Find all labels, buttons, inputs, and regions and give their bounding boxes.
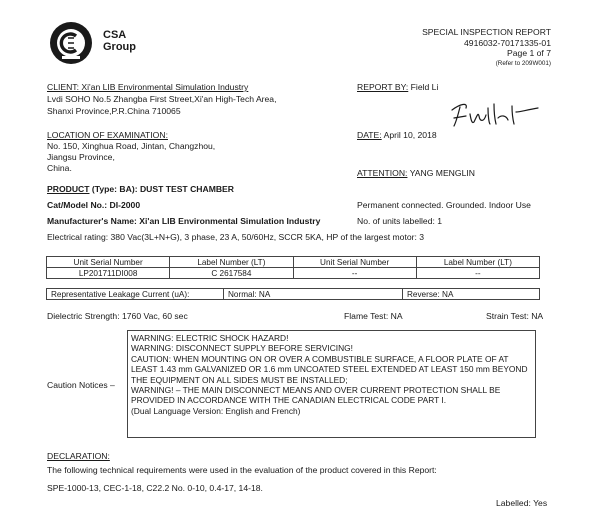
location-line1: No. 150, Xinghua Road, Jintan, Changzhou, [47,141,216,151]
table-header-row [47,257,540,268]
report-title: SPECIAL INSPECTION REPORT [422,27,551,37]
table-row [47,268,540,279]
date-row [357,130,437,140]
client-label: CLIENT: [47,82,79,92]
caution-line: WARNING! – THE MAIN DISCONNECT MEANS AND OVER CURRENT PROTECTION SHALL BE PROVIDED IN ACCORDANCE WITH THE CANADIAN ELECTRICAL CODE PART I. [131,385,501,406]
serial-table [46,256,540,279]
standards-text: SPE-1000-13, CEC-1-18, C22.2 No. 0-10, 0.4-17, 14-18. [47,483,263,493]
attention-value: YANG MENGLIN [409,168,475,178]
dielectric-strength: Dielectric Strength: 1760 Vac, 60 sec [47,311,188,321]
caution-line: CAUTION: WHEN MOUNTING ON OR OVER A COMBUSTIBLE SURFACE, A FLOOR PLATE OF AT LEAST 1.43 mm GALVANIZED OR 1.6 mm UNCOATED STEEL EXTENDED AT LEAST 150 mm BEYOND THE EQUIPMENT ON ALL SIDES MUST BE INSTALLED; [131,353,528,385]
client-address2: Shanxi Province,P.R.China 710065 [47,106,181,116]
caution-box [127,330,536,438]
report-header [422,27,551,69]
logo-line2: Group [103,41,136,53]
table-cell: -- [416,268,539,279]
csa-logo-icon [48,20,94,66]
date-value: April 10, 2018 [383,130,437,140]
report-by-name: Field Li [410,82,439,92]
location-line2: Jiangsu Province, [47,152,115,162]
model-value: DI-2000 [107,200,141,210]
page-number: Page 1 of 7 [507,48,551,58]
table-row [47,289,540,300]
product-value: (Type: BA): DUST TEST CHAMBER [89,184,234,194]
product-row [47,184,234,194]
client-address1: Lvdi SOHO No.5 Zhangba First Street,Xi'an High-Tech Area, [47,94,277,104]
units-labelled: No. of units labelled: 1 [357,216,443,226]
report-by [357,82,438,92]
table-cell: C 2617584 [170,268,293,279]
signature-image [446,98,546,132]
leakage-reverse: Reverse: NA [403,289,540,300]
labelled-text: Labelled: Yes [496,498,548,508]
model-label: Cat/Model No.: [47,200,108,210]
report-number: 4916032-70171335-01 [464,37,551,48]
flame-test: Flame Test: NA [344,311,403,321]
client-label-row [47,82,248,92]
table-cell: -- [293,268,416,279]
client-name: Xi'an LIB Environmental Simulation Industry [81,82,249,92]
caution-label: Caution Notices – [47,380,115,390]
attention-row [357,168,475,178]
location-line3: China. [47,163,72,173]
date-label: DATE: [357,130,382,140]
caution-line: WARNING: DISCONNECT SUPPLY BEFORE SERVICING! [131,343,353,354]
refer-text: (Refer to 209W001) [495,59,551,67]
logo-text [103,29,136,53]
permanent-text: Permanent connected. Grounded. Indoor Use [357,200,531,210]
leakage-label: Representative Leakage Current (uA): [47,289,224,300]
location-label: LOCATION OF EXAMINATION: [47,130,168,140]
manufacturer-value: Xi'an LIB Environmental Simulation Industry [136,216,321,226]
manufacturer-label: Manufacturer's Name: [47,216,137,226]
table-header-cell: Label Number (LT) [416,257,539,268]
manufacturer-row [47,216,320,226]
report-by-label: REPORT BY: [357,82,409,92]
logo-line1: CSA [103,29,127,41]
caution-line: WARNING: ELECTRIC SHOCK HAZARD! [131,333,289,343]
table-cell: LP201711DI008 [47,268,170,279]
table-header-cell: Unit Serial Number [47,257,170,268]
declaration-label: DECLARATION: [47,451,110,461]
electrical-rating: Electrical rating: 380 Vac(3L+N+G), 3 phase, 23 A, 50/60Hz, SCCR 5KA, HP of the largest motor: 3 [47,232,425,242]
table-header-cell: Label Number (LT) [170,257,293,268]
strain-test: Strain Test: NA [486,311,544,321]
attention-label: ATTENTION: [357,168,408,178]
product-label: PRODUCT [47,184,90,194]
caution-line: (Dual Language Version: English and French) [131,405,301,416]
model-row [47,200,140,210]
table-header-cell: Unit Serial Number [293,257,416,268]
declaration-text: The following technical requirements were used in the evaluation of the product covered in this Report: [47,465,437,475]
leakage-table [46,288,540,300]
leakage-normal: Normal: NA [224,289,403,300]
